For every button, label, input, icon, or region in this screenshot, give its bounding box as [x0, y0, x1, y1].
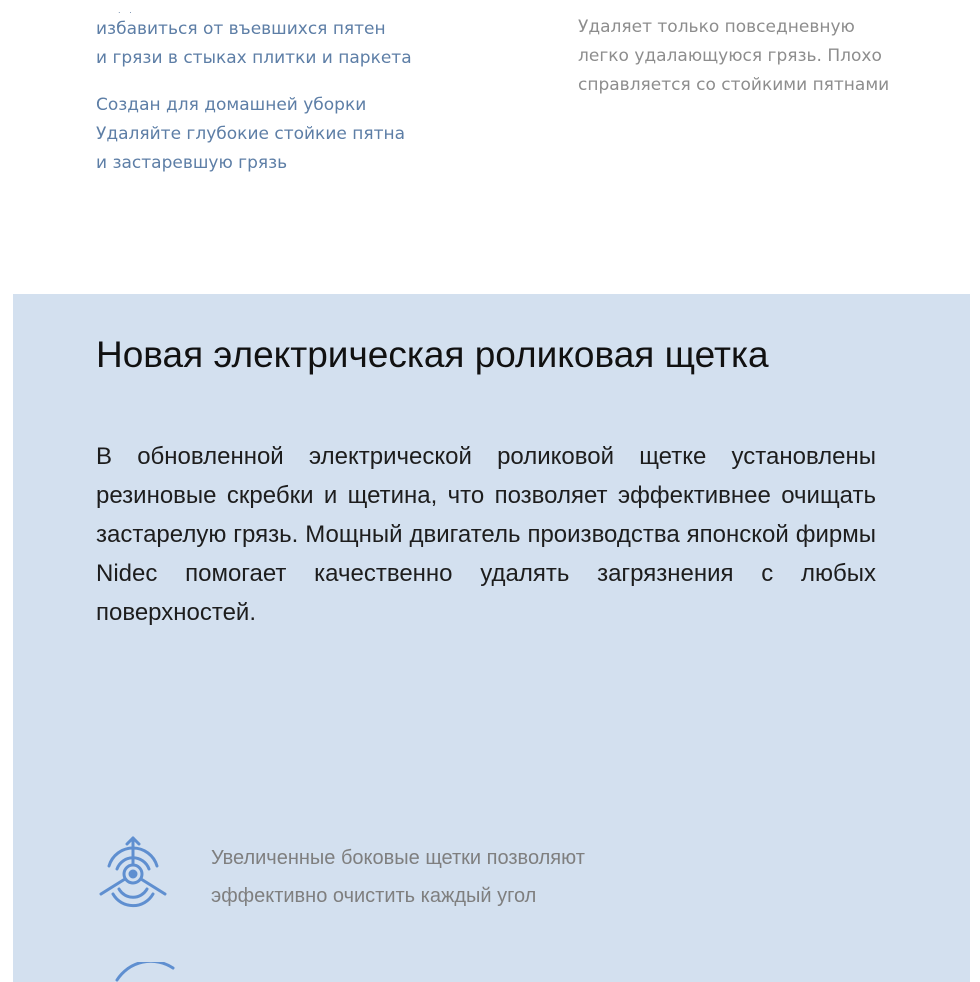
comparison-left-line: Удаляйте глубокие стойкие пятна — [96, 124, 406, 144]
comparison-left-line: Создан для домашней уборки — [96, 95, 367, 115]
partial-next-icon — [113, 962, 203, 982]
decorative-marks: . . — [118, 6, 135, 15]
roller-brush-section — [13, 294, 970, 982]
feature-comparison-right — [578, 13, 958, 100]
feature-line: Увеличенные боковые щетки позволяют — [211, 847, 585, 869]
comparison-right-line: Удаляет только повседневную — [578, 17, 855, 37]
feature-comparison-left — [96, 15, 516, 178]
comparison-left-block-2 — [96, 91, 516, 178]
comparison-left-line: и застаревшую грязь — [96, 153, 288, 173]
section-description: В обновленной электрической роликовой щетке установлены резиновые скребки и щетина, что позволяет эффективнее очищать застарелую грязь. Мощный двигатель производства японской фирмы Nidec помогает качественно удалять загрязнения с любых поверхностей. — [96, 443, 876, 626]
feature-description — [211, 839, 585, 915]
side-brush-icon — [95, 834, 171, 910]
comparison-left-line: избавиться от въевшихся пятен — [96, 19, 386, 39]
comparison-right-line: легко удалающуюся грязь. Плохо — [578, 46, 882, 66]
comparison-right-line: справляется со стойкими пятнами — [578, 75, 890, 95]
comparison-left-block-1 — [96, 15, 516, 73]
section-title: Новая электрическая роликовая щетка — [96, 334, 769, 375]
comparison-left-line: и грязи в стыках плитки и паркета — [96, 48, 412, 68]
feature-line: эффективно очистить каждый угол — [211, 885, 537, 907]
